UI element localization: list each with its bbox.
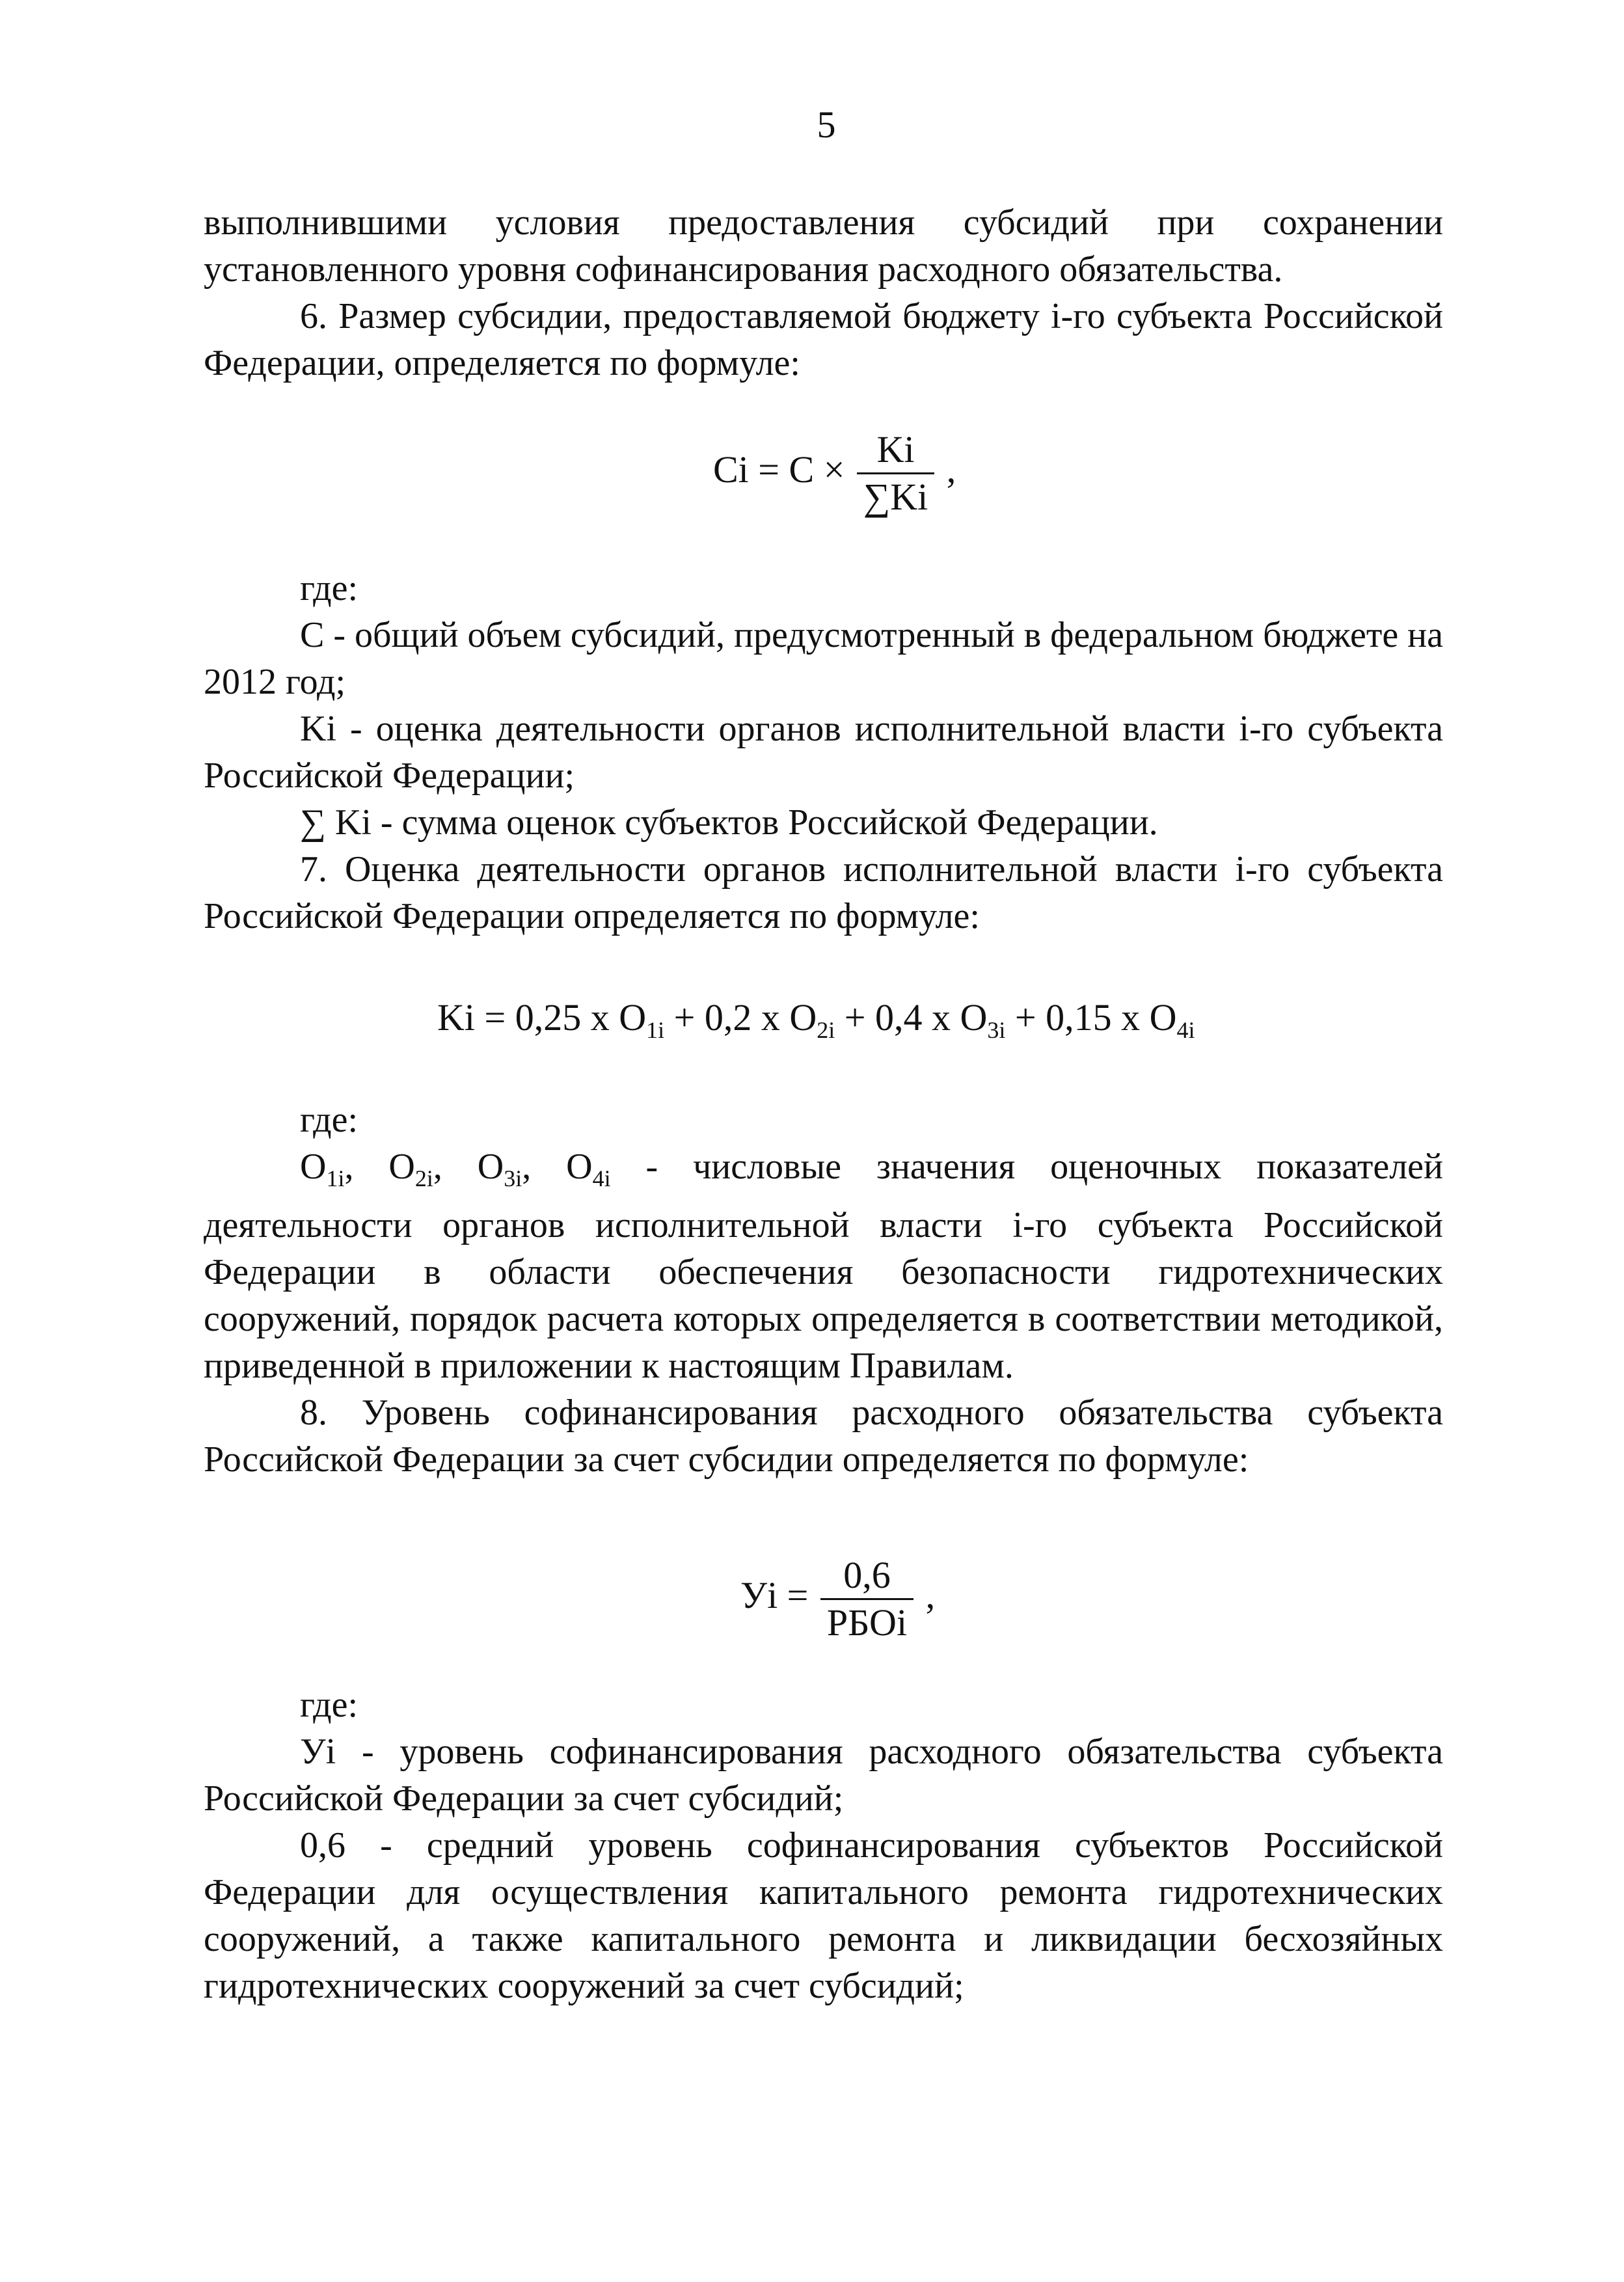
paragraph-continuation: выполнившими условия предоставления субсидий при сохранении установленного уровня софинансирования расходного обязательства. bbox=[204, 202, 1443, 290]
definition-ki: Ki - оценка деятельности органов исполнительной власти i-го субъекта Российской Федерации; bbox=[204, 709, 1443, 796]
o-definition-text: - числовые значения оценочных показателей деятельности органов исполнительной власти i-го субъекта Российской Федерации в области обеспечения безопасности гидротехнических сооружений, порядок расчета которых определяется в соответствии методикой, приведенной в приложении к настоящим Правилам. bbox=[204, 1147, 1443, 1386]
text-block-3 bbox=[204, 1096, 1443, 1483]
where-label: где: bbox=[300, 1100, 359, 1140]
definition-c: C - общий объем субсидий, предусмотренный в федеральном бюджете на 2012 год; bbox=[204, 615, 1443, 702]
formula-sub-4: 4i bbox=[1176, 1017, 1195, 1043]
formula-cofinancing bbox=[740, 1555, 935, 1643]
paragraph-item-7: 7. Оценка деятельности органов исполнительной власти i-го субъекта Российской Федерации определяется по формуле: bbox=[204, 849, 1443, 936]
o2-sub: 2i bbox=[414, 1165, 433, 1191]
where-label: где: bbox=[300, 568, 359, 608]
formula-term-2: + 0,2 x O bbox=[664, 996, 817, 1039]
formula-lhs: Ci = C × bbox=[713, 448, 845, 491]
formula-sub-2: 2i bbox=[817, 1017, 835, 1043]
formula-evaluation bbox=[437, 996, 1195, 1044]
formula-tail: , bbox=[946, 448, 956, 491]
o1-symbol: O bbox=[300, 1147, 327, 1187]
formula-lhs: Уi = bbox=[740, 1573, 809, 1616]
text-block-1 bbox=[204, 199, 1443, 387]
definition-sum-ki: ∑ Ki - сумма оценок субъектов Российской Федерации. bbox=[300, 802, 1158, 843]
definition-0-6: 0,6 - средний уровень софинансирования субъектов Российской Федерации для осуществления капитального ремонта гидротехнических сооружений, а также капитального ремонта и ликвидации бесхозяйных гидротехнических сооружений за счет субсидий; bbox=[204, 1825, 1443, 2006]
definition-o-indicators bbox=[204, 1143, 1443, 1389]
o4-sub: 4i bbox=[592, 1165, 611, 1191]
formula-sub-3: 3i bbox=[987, 1017, 1006, 1043]
o3-symbol: , O bbox=[433, 1147, 504, 1187]
paragraph-item-8: 8. Уровень софинансирования расходного обязательства субъекта Российской Федерации за счет субсидии определяется по формуле: bbox=[204, 1392, 1443, 1480]
fraction-denominator: ∑Ki bbox=[863, 476, 928, 518]
formula-sub-1: 1i bbox=[646, 1017, 665, 1043]
fraction-numerator: Ki bbox=[857, 429, 934, 474]
text-block-2 bbox=[204, 565, 1443, 940]
formula-term-1: Ki = 0,25 x O bbox=[437, 996, 647, 1039]
o4-symbol: , O bbox=[522, 1147, 593, 1187]
formula-term-3: + 0,4 x O bbox=[835, 996, 988, 1039]
where-label: где: bbox=[300, 1685, 359, 1725]
definition-yi: Уi - уровень софинансирования расходного обязательства субъекта Российской Федерации за счет субсидий; bbox=[204, 1732, 1443, 1819]
text-block-4 bbox=[204, 1681, 1443, 2009]
formula-tail: , bbox=[925, 1573, 936, 1616]
o2-symbol: , O bbox=[344, 1147, 415, 1187]
fraction-denominator: РБОi bbox=[826, 1601, 908, 1644]
paragraph-item-6: 6. Размер субсидии, предоставляемой бюджету i-го субъекта Российской Федерации, определяется по формуле: bbox=[204, 296, 1443, 383]
o3-sub: 3i bbox=[504, 1165, 522, 1191]
fraction-numerator: 0,6 bbox=[820, 1555, 914, 1600]
page-number: 5 bbox=[817, 103, 836, 146]
formula-subsidy-size bbox=[713, 429, 956, 517]
o1-sub: 1i bbox=[326, 1165, 345, 1191]
formula-fraction bbox=[857, 429, 934, 517]
formula-fraction bbox=[820, 1555, 914, 1643]
formula-term-4: + 0,15 x O bbox=[1005, 996, 1177, 1039]
